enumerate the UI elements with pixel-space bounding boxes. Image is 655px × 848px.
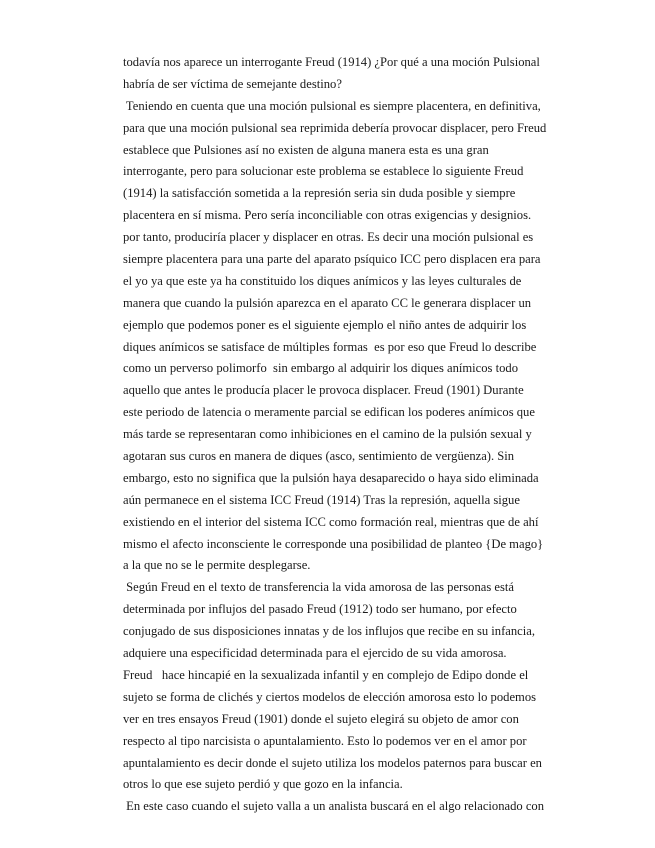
text-line: establece que Pulsiones así no existen de alguna manera esta es una gran bbox=[123, 142, 489, 157]
text-line: apuntalamiento es decir donde el sujeto utiliza los modelos paternos para buscar en bbox=[123, 755, 542, 770]
text-line: agotaran sus curos en manera de diques (asco, sentimiento de vergüenza). Sin bbox=[123, 449, 515, 464]
text-line: interrogante, pero para solucionar este problema se establece lo siguiente Freud bbox=[123, 164, 524, 179]
text-line: manera que cuando la pulsión aparezca en el aparato CC le generara displacer un bbox=[123, 295, 532, 310]
text-line: conjugado de sus disposiciones innatas y de los influjos que recibe en su infancia, bbox=[123, 624, 536, 639]
text-line: Según Freud en el texto de transferencia la vida amorosa de las personas está bbox=[123, 580, 514, 595]
text-line: mismo el afecto inconsciente le corresponde una posibilidad de planteo {De mago} bbox=[123, 536, 544, 551]
text-line: el yo ya que este ya ha constituido los diques anímicos y las leyes culturales de bbox=[123, 273, 522, 288]
text-line: como un perverso polimorfo sin embargo al adquirir los diques anímicos todo bbox=[123, 361, 518, 376]
text-line: por tanto, produciría placer y displacer en otras. Es decir una moción pulsional es bbox=[123, 230, 534, 245]
text-line: respecto al tipo narcisista o apuntalamiento. Esto lo podemos ver en el amor por bbox=[123, 733, 527, 748]
text-line: En este caso cuando el sujeto valla a un analista buscará en el algo relacionado con bbox=[123, 799, 545, 814]
text-line: (1914) la satisfacción sometida a la represión seria sin duda posible y siempre bbox=[123, 186, 516, 201]
text-line: adquiere una especificidad determinada para el ejercido de su vida amorosa. bbox=[123, 646, 507, 661]
text-line: más tarde se representaran como inhibiciones en el camino de la pulsión sexual y bbox=[123, 427, 532, 442]
text-line: ejemplo que podemos poner es el siguiente ejemplo el niño antes de adquirir los bbox=[123, 317, 527, 332]
text-line: siempre placentera para una parte del aparato psíquico ICC pero displacen era para bbox=[123, 252, 541, 267]
text-line: otros lo que ese sujeto perdió y que gozo en la infancia. bbox=[123, 777, 403, 792]
text-line: diques anímicos se satisface de múltiples formas es por eso que Freud lo describe bbox=[123, 339, 537, 354]
text-line: Freud hace hincapié en la sexualizada infantil y en complejo de Edipo donde el bbox=[123, 667, 529, 682]
text-line: habría de ser víctima de semejante destino? bbox=[123, 76, 342, 91]
text-line: ver en tres ensayos Freud (1901) donde el sujeto elegirá su objeto de amor con bbox=[123, 711, 519, 726]
text-line: este periodo de latencia o meramente parcial se edifican los poderes anímicos que bbox=[123, 405, 535, 420]
text-line: todavía nos aparece un interrogante Freud (1914) ¿Por qué a una moción Pulsional bbox=[123, 55, 540, 69]
text-line: sujeto se forma de clichés y ciertos modelos de elección amorosa esto lo podemos bbox=[123, 689, 537, 704]
text-line: existiendo en el interior del sistema ICC como formación real, mientras que de ahí bbox=[123, 514, 539, 529]
text-line: placentera en sí misma. Pero sería inconciliable con otras exigencias y designios. bbox=[123, 208, 532, 223]
text-line: a la que no se le permite desplegarse. bbox=[123, 558, 311, 573]
text-line: para que una moción pulsional sea reprimida debería provocar displacer, pero Freud bbox=[123, 120, 547, 135]
text-line: determinada por influjos del pasado Freud (1912) todo ser humano, por efecto bbox=[123, 602, 517, 617]
text-line: Teniendo en cuenta que una moción pulsional es siempre placentera, en definitiva, bbox=[123, 98, 541, 113]
text-line: embargo, esto no significa que la pulsión haya desaparecido o haya sido eliminada bbox=[123, 470, 539, 485]
text-line: aún permanece en el sistema ICC Freud (1914) Tras la represión, aquella sigue bbox=[123, 492, 520, 507]
body-text bbox=[123, 52, 563, 818]
text-line: aquello que antes le producía placer le provoca displacer. Freud (1901) Durante bbox=[123, 383, 524, 398]
